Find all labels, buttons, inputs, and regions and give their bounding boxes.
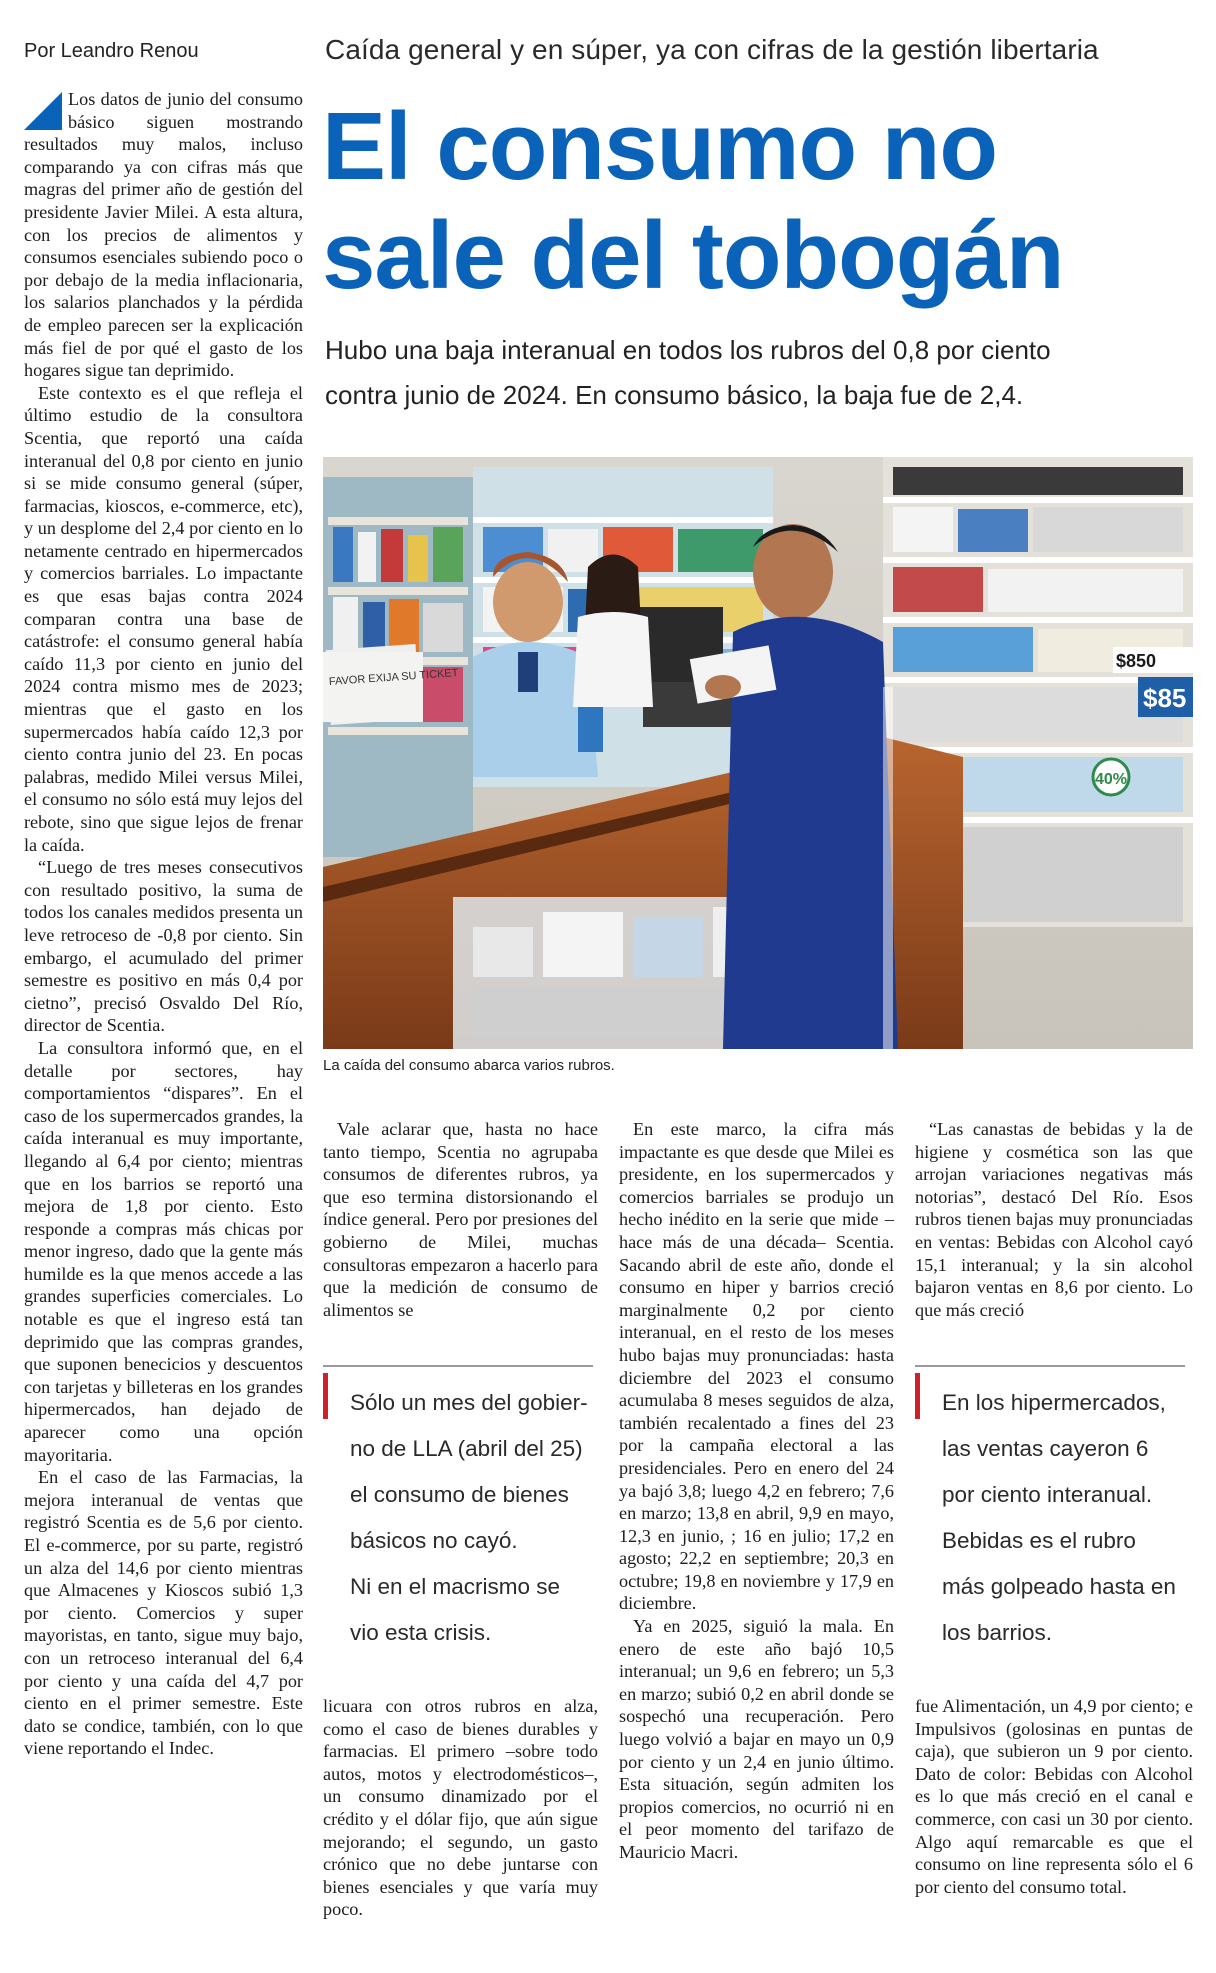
pullquote-line: En los hipermercados,	[942, 1390, 1166, 1415]
headline	[322, 92, 1202, 310]
pullquote-rule	[915, 1365, 1185, 1367]
triangle-dropcap-icon	[24, 92, 62, 130]
pullquote-line: las ventas cayeron 6	[942, 1436, 1149, 1461]
article-paragraph: “Luego de tres meses consecutivos con resultado positivo, la suma de todos los canales medidos presenta un leve retroceso de -0,8 por ciento. Sin embargo, el acumulado del primer semestre es positivo en más 0,4 por cietno”, precisó Osvaldo Del Río, director de Scentia.	[24, 857, 303, 1036]
article-paragraph: En este marco, la cifra más impactante es que desde que Milei es presidente, en los supermercados y comercios barriales se produjo un hecho inédito en la serie que mide –hace más de una década– Scentia. Sacando abril de este año, donde el consumo en hiper y barrios creció marginalmente 0,2 por ciento interanual, en el resto de los meses hubo bajas muy pronunciadas: hasta diciembre del 2023 el consumo acumulaba 8 meses seguidos de alza, también recalentado a fines del 23 por la campaña electoral a las presidenciales. Pero en enero del 24 ya bajó 3,8; luego 4,2 en febrero; 7,6 en marzo; 13,8 en abril, 9,9 en mayo, 12,3 en junio, ; 16 en julio; 17,2 en agosto; 22,2 en septiembre; 20,3 en octubre; 19,8 en noviembre y 17,9 en diciembre.	[619, 1119, 894, 1614]
article-column-2-top	[323, 1118, 598, 1321]
article-paragraph: licuara con otros rubros en alza, como el caso de bienes durables y farmacias. El primero –sobre todo autos, motos y electrodomésticos–, un consumo dinamizado por el crédito y el dólar fijo, que aún sigue mejorando; el segundo, un gasto crónico que no debe juntarse con bienes esenciales y que varía muy poco.	[323, 1696, 598, 1920]
pullquote-line: el consumo de bienes	[350, 1482, 569, 1507]
pullquote-line: no de LLA (abril del 25)	[350, 1436, 583, 1461]
photo-caption: La caída del consumo abarca varios rubros.	[323, 1057, 615, 1074]
svg-text:FAVOR EXIJA SU TICKET: FAVOR EXIJA SU TICKET	[328, 667, 459, 689]
article-paragraph: fue Alimentación, un 4,9 por ciento; e Impulsivos (golosinas en puntas de caja), que subieron un 9 por ciento. Dato de color: Bebidas con Alcohol es lo que más creció en el canal e commerce, con casi un 30 por ciento. Algo aquí remarcable es que el consumo on line representa sólo el 6 por ciento del consumo total.	[915, 1696, 1193, 1897]
photo-illustration	[323, 457, 1193, 1049]
article-paragraph: Los datos de junio del consumo básico siguen mostrando resultados muy malos, incluso comparando ya con cifras más que magras del primer año de gestión del presidente Javier Milei. A esta altura, con los precios de alimentos y consumos esenciales subiendo poco o por debajo de la media inflacionaria, los salarios planchados y la pérdida de empleo parecen ser la explicación más fiel de por qué el gasto de los hogares sigue tan deprimido.	[24, 89, 303, 381]
article-column-1	[24, 88, 303, 1760]
pullquote-accent-bar	[323, 1373, 328, 1419]
pullquote-line: por ciento interanual.	[942, 1482, 1153, 1507]
pullquote-line: Bebidas es el rubro	[942, 1528, 1136, 1553]
article-column-2-bottom	[323, 1695, 598, 1921]
pullquote-line: más golpeado hasta en	[942, 1574, 1176, 1599]
pullquote-line: vio esta crisis.	[350, 1620, 492, 1645]
article-column-4-bottom	[915, 1695, 1193, 1898]
article-paragraph: Este contexto es el que refleja el último estudio de la consultora Scentia, que reportó una caída interanual del 0,8 por ciento en junio si se mide consumo general (súper, farmacias, kioscos, e-commerce, etc), y un desplome del 2,4 por ciento en lo netamente centrado en hipermercados y comercios barriales. Lo impactante es que esas bajas contra 2024 comparan contra una base de catástrofe: el consumo general había caído 11,3 por ciento en junio del 2024 contra mismo mes de 2023; mientras que el gasto en los supermercados había caído 12,3 por ciento contra junio del 23. En pocas palabras, medido Milei versus Milei, el consumo no sólo está muy lejos del rebote, sino que sigue lejos de frenar la caída.	[24, 382, 303, 855]
article-column-3	[619, 1118, 894, 1864]
article-paragraph: En el caso de las Farmacias, la mejora interanual de ventas que registró Scentia es de 5,6 por ciento. El e-commerce, por su parte, registró un alza del 14,6 por ciento mientras que Almacenes y Kioscos subió 1,3 por ciento. Comercios y super mayoristas, en tanto, sigue muy bajo, con un retroceso interanual del 6,4 por ciento y una caída del 4,7 por ciento en el primer semestre. Este dato se condice, también, con lo que viene reportando el Indec.	[24, 1467, 303, 1759]
article-paragraph: “Las canastas de bebidas y la de higiene y cosmética son las que arrojan variaciones negativas más notorias”, destacó Del Río. Esos rubros tienen bajas muy pronunciadas en ventas: Bebidas con Alcohol cayó 15,1 interanual; y la sin alcohol bajaron ventas en 8,6 por ciento. Lo que más creció	[915, 1119, 1193, 1320]
svg-text:40%: 40%	[1095, 771, 1128, 788]
pullquote-rule	[323, 1365, 593, 1367]
pullquote-accent-bar	[915, 1373, 920, 1419]
headline-line: sale del tobogán	[322, 202, 1064, 309]
pullquote-1	[350, 1380, 600, 1656]
headline-line: El consumo no	[322, 93, 998, 200]
pullquote-line: los barrios.	[942, 1620, 1053, 1645]
pullquote-line: básicos no cayó.	[350, 1528, 518, 1553]
svg-text:$850: $850	[1116, 651, 1157, 671]
pullquote-line: Sólo un mes del gobier-	[350, 1390, 588, 1415]
standfirst-line: contra junio de 2024. En consumo básico, la baja fue de 2,4.	[325, 380, 1024, 410]
standfirst	[325, 328, 1195, 418]
kicker: Caída general y en súper, ya con cifras de la gestión libertaria	[325, 34, 1099, 65]
article-column-4-top	[915, 1118, 1193, 1321]
pharmacy-photo	[323, 457, 1193, 1049]
article-paragraph: Ya en 2025, siguió la mala. En enero de este año bajó 10,5 interanual; un 9,6 en febrero; un 5,3 en marzo; subió 0,2 en abril donde se sospechó una recuperación. Pero luego volvió a bajar en mayo un 0,9 por ciento y un 2,4 en junio último. Esta situación, según admiten los propios comercios, no ocurrió ni en el peor momento del tarifazo de Mauricio Macri.	[619, 1616, 894, 1862]
svg-text:$85: $85	[1143, 683, 1187, 713]
article-paragraph: Vale aclarar que, hasta no hace tanto tiempo, Scentia no agrupaba consumos de diferentes rubros, ya que eso termina distorsionando el índice general. Pero por presiones del gobierno de Milei, muchas consultoras empezaron a hacerlo para que la medición de consumo de alimentos se	[323, 1119, 598, 1320]
pullquote-line: Ni en el macrismo se	[350, 1574, 561, 1599]
pullquote-2	[942, 1380, 1202, 1656]
standfirst-line: Hubo una baja interanual en todos los rubros del 0,8 por ciento	[325, 335, 1051, 365]
article-paragraph: La consultora informó que, en el detalle por sectores, hay comportamientos “dispares”. En el caso de los supermercados grandes, la caída interanual es muy importante, llegando al 6,4 por ciento; mientras que en los barrios se reportó una mejora de 1,8 por ciento. Esto responde a compras más chicas por menor ingreso, dado que la gente más humilde es la que menos accede a las grandes superficies comerciales. Lo notable es que el ingreso está tan deprimido que las compras grandes, que suponen benecicios y descuentos con tarjetas y billeteras en los grandes hipermercados, han dejado de aparecer como una opción mayoritaria.	[24, 1037, 303, 1465]
byline: Por Leandro Renou	[24, 40, 199, 62]
